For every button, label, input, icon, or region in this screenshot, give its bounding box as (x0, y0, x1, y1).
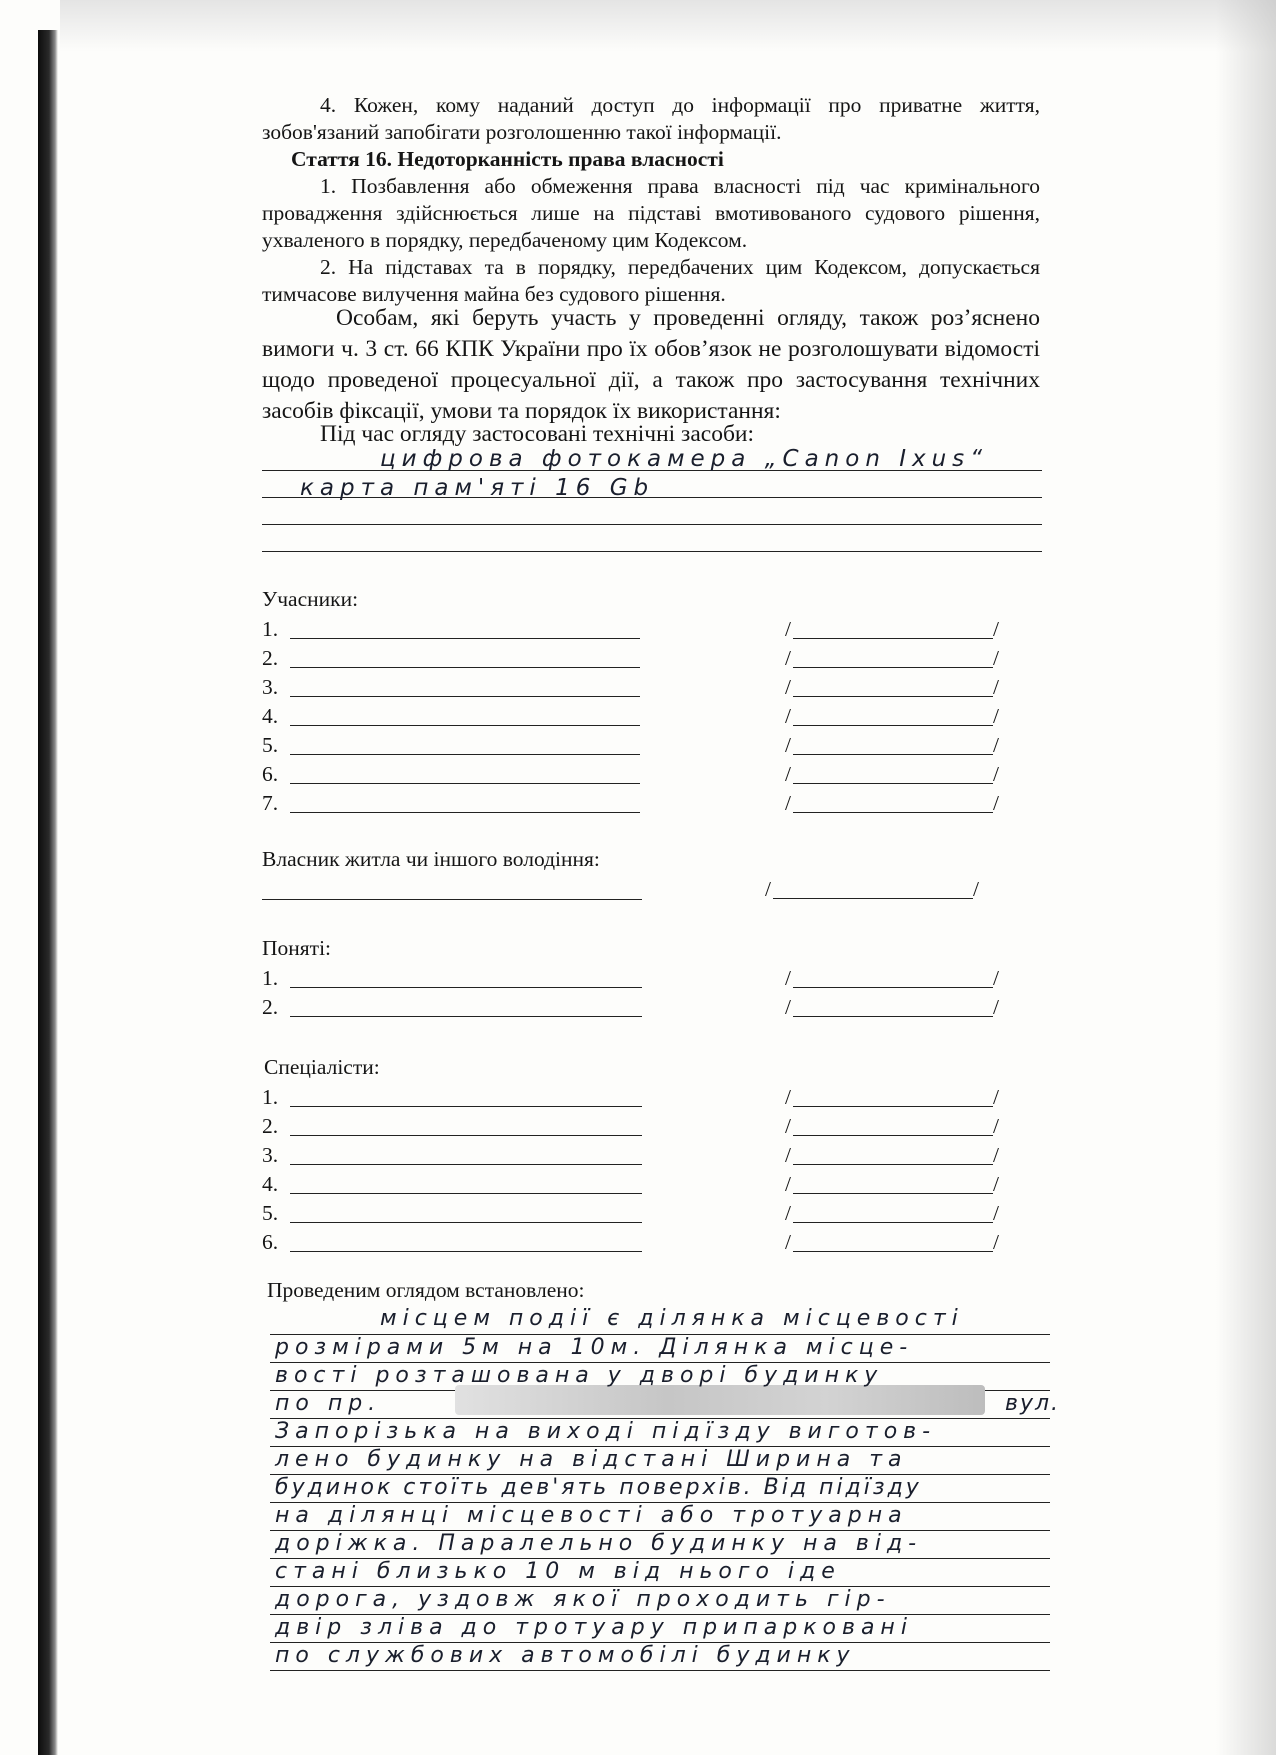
specialist-name-line (290, 1106, 642, 1107)
findings-label: Проведеним оглядом встановлено: (267, 1278, 585, 1302)
findings-handwritten-line: по службових автомобілі будинку (275, 1643, 856, 1668)
tech-handwritten-line-1: цифрова фотокамера „Canon Ixus“ (380, 446, 989, 472)
specialist-number: 1. (262, 1085, 279, 1109)
slash-left: / (785, 1085, 791, 1109)
specialist-signature-line (793, 1251, 993, 1252)
participant-name-line (290, 725, 640, 726)
slash-left: / (785, 1114, 791, 1138)
specialist-name-line (290, 1135, 642, 1136)
article-16-paragraph-2: 2. На підставах та в порядку, передбачених цим Кодексом, допускається тимчасове вилучення майна без судового рішення. (262, 255, 1040, 306)
slash-left: / (785, 995, 791, 1019)
participant-signature-line (793, 638, 993, 639)
participant-signature-line (793, 812, 993, 813)
slash-right: / (993, 704, 999, 728)
slash-left: / (785, 733, 791, 757)
slash-right: / (993, 1172, 999, 1196)
findings-handwritten-line: стані близько 10 м від нього іде (275, 1559, 841, 1584)
participant-name-line (290, 783, 640, 784)
findings-handwritten-line: доріжка. Паралельно будинку на від- (275, 1531, 923, 1556)
participant-number: 3. (262, 675, 279, 699)
witness-number: 1. (262, 966, 279, 990)
slash-left: / (785, 966, 791, 990)
findings-handwritten-line: місцем події є ділянка місцевості (380, 1306, 964, 1331)
slash-left: / (765, 877, 771, 901)
participant-number: 1. (262, 617, 279, 641)
specialist-number: 2. (262, 1114, 279, 1138)
witnesses-label: Поняті: (262, 936, 332, 960)
owner-name-line (262, 899, 642, 900)
owner-signature-line (773, 898, 973, 899)
tech-rule-4 (262, 551, 1042, 552)
slash-left: / (785, 791, 791, 815)
specialist-name-line (290, 1251, 642, 1252)
slash-right: / (993, 1230, 999, 1254)
article-16-title: Стаття 16. Недоторканність права власності (291, 147, 724, 171)
slash-right: / (993, 733, 999, 757)
slash-left: / (785, 1172, 791, 1196)
slash-right: / (993, 1085, 999, 1109)
slash-left: / (785, 1230, 791, 1254)
findings-handwritten-line: лено будинку на відстані Ширина та (275, 1447, 908, 1472)
slash-right: / (993, 1143, 999, 1167)
slash-right: / (973, 877, 979, 901)
slash-left: / (785, 1201, 791, 1225)
participant-name-line (290, 696, 640, 697)
specialist-number: 3. (262, 1143, 279, 1167)
slash-right: / (993, 646, 999, 670)
findings-handwritten-line: двір зліва до тротуару припарковані (275, 1615, 913, 1640)
specialist-name-line (290, 1164, 642, 1165)
participant-number: 4. (262, 704, 279, 728)
tech-handwritten-line-2: карта пам'яті 16 Gb (300, 475, 655, 501)
participant-number: 5. (262, 733, 279, 757)
witness-signature-line (793, 987, 993, 988)
slash-left: / (785, 646, 791, 670)
participant-signature-line (793, 667, 993, 668)
slash-right: / (993, 675, 999, 699)
tech-rule-3 (262, 524, 1042, 525)
participants-label: Учасники: (262, 587, 359, 611)
participant-name-line (290, 754, 640, 755)
findings-handwritten-line: розмірами 5м на 10м. Ділянка місце- (275, 1335, 914, 1360)
findings-handwritten-line: Запорізька на виході підїзду виготов- (275, 1419, 937, 1444)
owner-label: Власник житла чи іншого володіння: (262, 847, 600, 871)
paragraph-privacy-4: 4. Кожен, кому наданий доступ до інформації про приватне життя, зобов'язаний запобігати розголошенню такої інформації. (262, 93, 1040, 144)
explained-requirements: Особам, які беруть участь у проведенні огляду, також роз’яснено вимоги ч. 3 ст. 66 КПК України про їх обов’язок не розголошувати відомості щодо проведеної процесуальної дії, а також про застосування технічних засобів фіксації, умови та порядок їх використання: (262, 305, 1040, 424)
specialist-name-line (290, 1193, 642, 1194)
participant-name-line (290, 638, 640, 639)
specialist-signature-line (793, 1222, 993, 1223)
witness-name-line (290, 987, 642, 988)
specialist-number: 6. (262, 1230, 279, 1254)
slash-left: / (785, 762, 791, 786)
specialist-signature-line (793, 1135, 993, 1136)
slash-right: / (993, 617, 999, 641)
slash-right: / (993, 966, 999, 990)
article-16-paragraph-1: 1. Позбавлення або обмеження права власності під час кримінального провадження здійснюється лише на підставі вмотивованого судового рішення, ухваленого в порядку, передбаченому цим Кодексом. (262, 174, 1040, 252)
findings-handwritten-line: дорога, уздовж якої проходить гір- (275, 1587, 891, 1612)
slash-left: / (785, 1143, 791, 1167)
slash-right: / (993, 995, 999, 1019)
witness-name-line (290, 1016, 642, 1017)
witness-signature-line (793, 1016, 993, 1017)
participant-signature-line (793, 696, 993, 697)
specialist-signature-line (793, 1193, 993, 1194)
witness-number: 2. (262, 995, 279, 1019)
specialist-number: 5. (262, 1201, 279, 1225)
specialist-number: 4. (262, 1172, 279, 1196)
slash-right: / (993, 762, 999, 786)
findings-handwritten-line: вості розташована у дворі будинку (275, 1363, 884, 1388)
specialist-signature-line (793, 1164, 993, 1165)
slash-right: / (993, 1201, 999, 1225)
slash-left: / (785, 617, 791, 641)
participant-signature-line (793, 754, 993, 755)
findings-rule (270, 1670, 1050, 1671)
slash-right: / (993, 1114, 999, 1138)
specialists-label: Спеціалісти: (264, 1055, 380, 1079)
participant-name-line (290, 812, 640, 813)
findings-handwritten-line-end: вул. (1005, 1391, 1061, 1416)
findings-handwritten-line: на ділянці місцевості або тротуарна (275, 1503, 908, 1528)
tech-means-label: Під час огляду застосовані технічні засоби: (320, 421, 755, 447)
participant-number: 6. (262, 762, 279, 786)
findings-handwritten-line: будинок стоїть дев'ять поверхів. Від підїзду (275, 1475, 922, 1500)
participant-signature-line (793, 725, 993, 726)
participant-number: 7. (262, 791, 279, 815)
slash-left: / (785, 675, 791, 699)
specialist-signature-line (793, 1106, 993, 1107)
slash-right: / (993, 791, 999, 815)
findings-handwritten-line: по пр. (275, 1391, 382, 1416)
redacted-address (455, 1385, 985, 1415)
participant-signature-line (793, 783, 993, 784)
specialist-name-line (290, 1222, 642, 1223)
participant-number: 2. (262, 646, 279, 670)
slash-left: / (785, 704, 791, 728)
participant-name-line (290, 667, 640, 668)
